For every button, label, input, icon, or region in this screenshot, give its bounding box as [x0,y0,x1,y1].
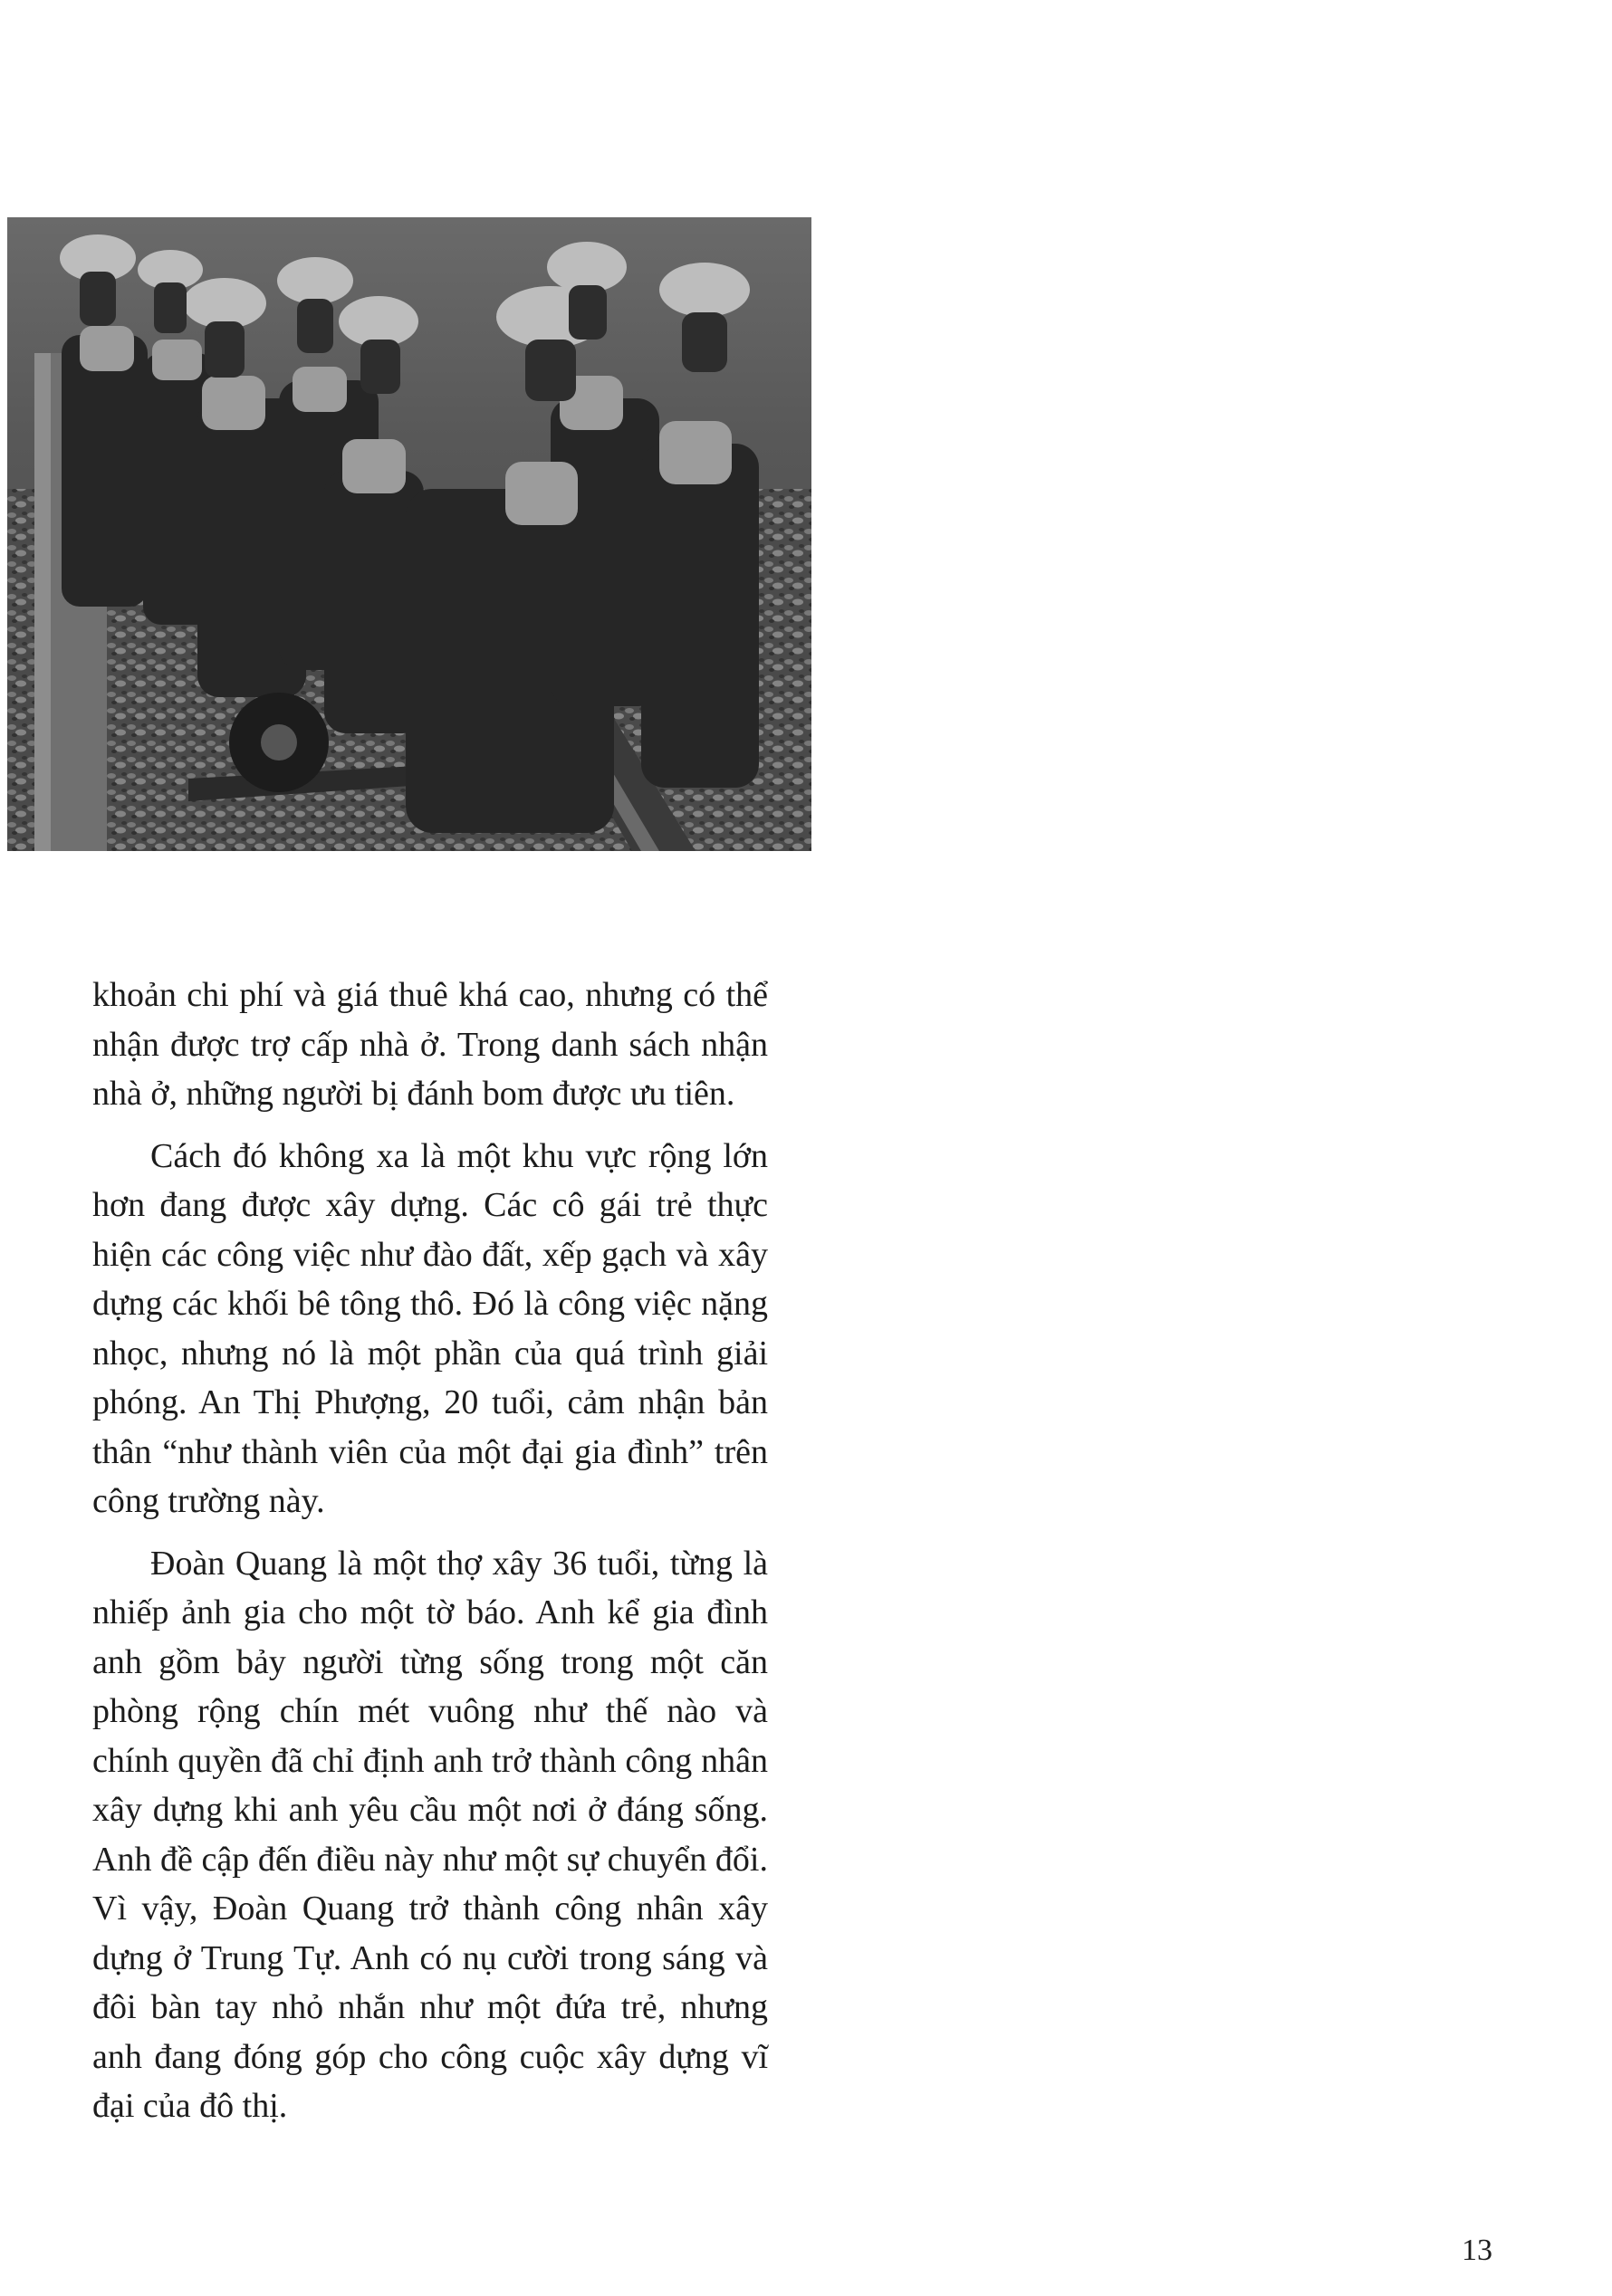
workers-carrying-rail-photo [7,217,811,851]
paragraph-doan-quang: Đoàn Quang là một thợ xây 36 tuổi, từng là nhiếp ảnh gia cho một tờ báo. Anh kể gia đình anh gồm bảy người từng sống trong một căn phòng rộng chín mét vuông như thế nào và chính quyền đã chỉ định anh trở thành công nhân xây dựng khi anh yêu cầu một nơi ở đáng sống. Anh đề cập đến điều này như một sự chuyển đổi. Vì vậy, Đoàn Quang trở thành công nhân xây dựng ở Trung Tự. Anh có nụ cười trong sáng và đôi bàn tay nhỏ nhắn như một đứa trẻ, nhưng anh đang đóng góp cho công cuộc xây dựng vĩ đại của đô thị. [92,1544,768,2125]
page-number: 13 [1462,2234,1492,2267]
paragraph-construction-site: Cách đó không xa là một khu vực rộng lớn hơn đang được xây dựng. Các cô gái trẻ thực hiện các công việc như đào đất, xếp gạch và xây dựng các khối bê tông thô. Đó là công việc nặng nhọc, nhưng nó là một phần của quá trình giải phóng. An Thị Phượng, 20 tuổi, cảm nhận bản thân “như thành viên của một đại gia đình” trên công trường này. [92,1136,768,1520]
article-body [92,971,768,2131]
photo-illustration [7,217,811,851]
paragraph-continuation: khoản chi phí và giá thuê khá cao, nhưng có thể nhận được trợ cấp nhà ở. Trong danh sách nhận nhà ở, những người bị đánh bom được ưu tiên. [92,976,768,1113]
